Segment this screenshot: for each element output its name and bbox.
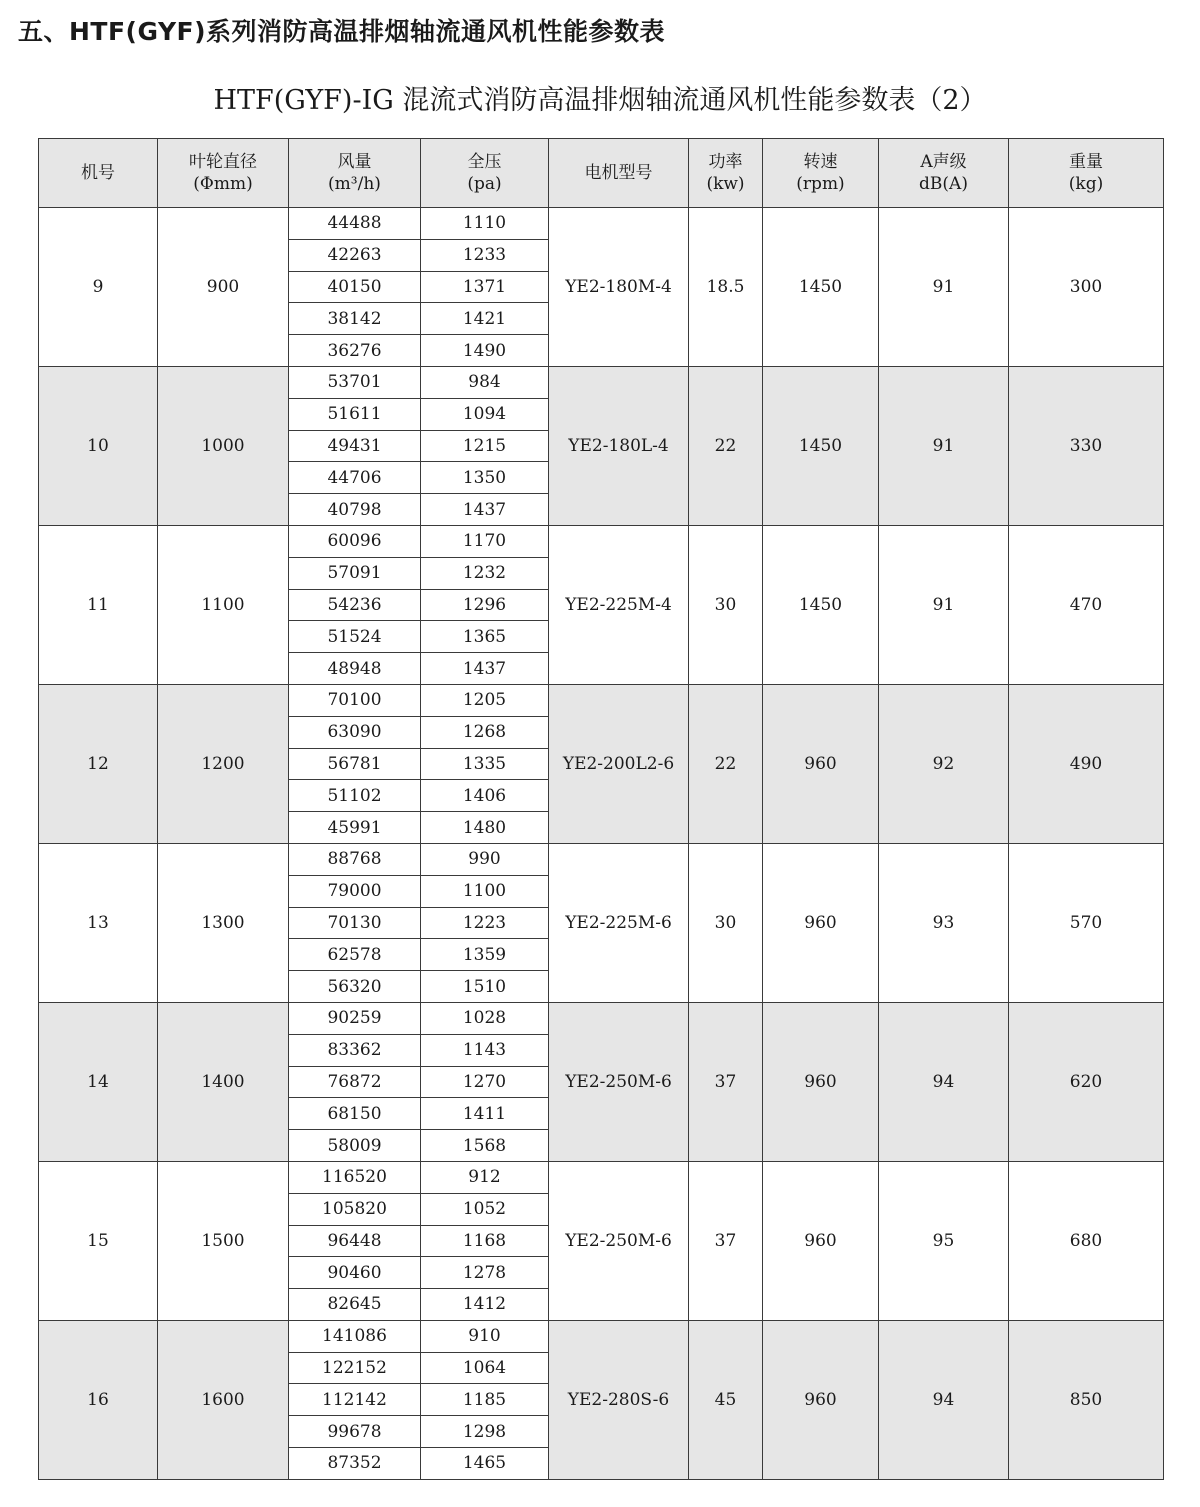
cell-model-no: 10 (39, 366, 158, 525)
cell-flow: 79000 (289, 875, 421, 907)
cell-flow: 48948 (289, 653, 421, 685)
cell-pressure: 1465 (421, 1448, 549, 1480)
cell-pressure: 1268 (421, 716, 549, 748)
header-model-no: 机号 (39, 139, 158, 208)
cell-motor: YE2-225M-6 (549, 843, 689, 1002)
cell-flow: 90259 (289, 1002, 421, 1034)
cell-speed: 960 (763, 1320, 879, 1479)
cell-flow: 58009 (289, 1130, 421, 1162)
cell-motor: YE2-180M-4 (549, 208, 689, 367)
cell-noise: 95 (879, 1161, 1009, 1320)
cell-pressure: 1028 (421, 1002, 549, 1034)
cell-weight: 470 (1009, 525, 1164, 684)
cell-power: 18.5 (689, 208, 763, 367)
cell-flow: 141086 (289, 1320, 421, 1352)
cell-flow: 76872 (289, 1066, 421, 1098)
cell-diameter: 900 (158, 208, 289, 367)
cell-diameter: 1600 (158, 1320, 289, 1479)
cell-flow: 70130 (289, 907, 421, 939)
cell-flow: 40798 (289, 494, 421, 526)
cell-speed: 960 (763, 1161, 879, 1320)
cell-pressure: 1421 (421, 303, 549, 335)
cell-speed: 1450 (763, 208, 879, 367)
cell-pressure: 1170 (421, 525, 549, 557)
cell-flow: 54236 (289, 589, 421, 621)
cell-flow: 56320 (289, 971, 421, 1003)
table-row (39, 684, 1164, 716)
cell-flow: 44488 (289, 208, 421, 240)
cell-noise: 92 (879, 684, 1009, 843)
header-flow: 风量 (m³/h) (289, 139, 421, 208)
table-title: HTF(GYF)-ⅠG 混流式消防高温排烟轴流通风机性能参数表（2） (213, 85, 987, 116)
cell-flow: 51102 (289, 780, 421, 812)
cell-pressure: 910 (421, 1320, 549, 1352)
cell-flow: 62578 (289, 939, 421, 971)
cell-weight: 570 (1009, 843, 1164, 1002)
header-noise: A声级 dB(A) (879, 139, 1009, 208)
cell-flow: 96448 (289, 1225, 421, 1257)
performance-table (38, 138, 1164, 1480)
cell-weight: 330 (1009, 366, 1164, 525)
cell-pressure: 1100 (421, 875, 549, 907)
cell-flow: 90460 (289, 1257, 421, 1289)
cell-pressure: 1232 (421, 557, 549, 589)
cell-pressure: 1406 (421, 780, 549, 812)
cell-pressure: 1437 (421, 653, 549, 685)
cell-pressure: 1185 (421, 1384, 549, 1416)
cell-flow: 53701 (289, 366, 421, 398)
cell-motor: YE2-250M-6 (549, 1002, 689, 1161)
table-row (39, 366, 1164, 398)
cell-flow: 51611 (289, 398, 421, 430)
cell-pressure: 990 (421, 843, 549, 875)
cell-pressure: 1510 (421, 971, 549, 1003)
table-row (39, 1002, 1164, 1034)
cell-noise: 91 (879, 208, 1009, 367)
cell-weight: 490 (1009, 684, 1164, 843)
header-motor: 电机型号 (549, 139, 689, 208)
cell-pressure: 1215 (421, 430, 549, 462)
cell-flow: 87352 (289, 1448, 421, 1480)
cell-model-no: 13 (39, 843, 158, 1002)
table-row (39, 1161, 1164, 1193)
cell-speed: 1450 (763, 525, 879, 684)
cell-pressure: 1094 (421, 398, 549, 430)
cell-flow: 63090 (289, 716, 421, 748)
cell-power: 22 (689, 684, 763, 843)
cell-pressure: 1223 (421, 907, 549, 939)
cell-model-no: 14 (39, 1002, 158, 1161)
cell-pressure: 1110 (421, 208, 549, 240)
cell-model-no: 11 (39, 525, 158, 684)
table-row (39, 1320, 1164, 1352)
cell-diameter: 1200 (158, 684, 289, 843)
cell-speed: 960 (763, 684, 879, 843)
cell-flow: 70100 (289, 684, 421, 716)
cell-flow: 51524 (289, 621, 421, 653)
cell-pressure: 1568 (421, 1130, 549, 1162)
cell-model-no: 9 (39, 208, 158, 367)
cell-pressure: 1270 (421, 1066, 549, 1098)
cell-flow: 116520 (289, 1161, 421, 1193)
cell-pressure: 1296 (421, 589, 549, 621)
cell-flow: 42263 (289, 239, 421, 271)
cell-flow: 36276 (289, 335, 421, 367)
cell-pressure: 1278 (421, 1257, 549, 1289)
cell-flow: 57091 (289, 557, 421, 589)
cell-pressure: 1064 (421, 1352, 549, 1384)
cell-noise: 91 (879, 525, 1009, 684)
cell-motor: YE2-180L-4 (549, 366, 689, 525)
cell-pressure: 1233 (421, 239, 549, 271)
cell-pressure: 1052 (421, 1193, 549, 1225)
cell-weight: 680 (1009, 1161, 1164, 1320)
cell-motor: YE2-200L2-6 (549, 684, 689, 843)
cell-diameter: 1500 (158, 1161, 289, 1320)
cell-pressure: 1411 (421, 1098, 549, 1130)
cell-pressure: 1490 (421, 335, 549, 367)
cell-pressure: 1365 (421, 621, 549, 653)
cell-weight: 850 (1009, 1320, 1164, 1479)
cell-noise: 94 (879, 1002, 1009, 1161)
cell-flow: 83362 (289, 1034, 421, 1066)
cell-flow: 44706 (289, 462, 421, 494)
cell-model-no: 12 (39, 684, 158, 843)
cell-flow: 122152 (289, 1352, 421, 1384)
cell-speed: 960 (763, 843, 879, 1002)
header-weight: 重量 (kg) (1009, 139, 1164, 208)
table-row (39, 525, 1164, 557)
cell-flow: 45991 (289, 812, 421, 844)
cell-power: 30 (689, 525, 763, 684)
cell-weight: 620 (1009, 1002, 1164, 1161)
cell-motor: YE2-280S-6 (549, 1320, 689, 1479)
cell-flow: 82645 (289, 1289, 421, 1321)
cell-flow: 68150 (289, 1098, 421, 1130)
cell-pressure: 1480 (421, 812, 549, 844)
table-row (39, 208, 1164, 240)
table-body (39, 208, 1164, 1480)
header-power: 功率 (kw) (689, 139, 763, 208)
cell-pressure: 1168 (421, 1225, 549, 1257)
cell-noise: 91 (879, 366, 1009, 525)
cell-pressure: 1350 (421, 462, 549, 494)
cell-power: 37 (689, 1161, 763, 1320)
cell-flow: 105820 (289, 1193, 421, 1225)
cell-noise: 94 (879, 1320, 1009, 1479)
cell-power: 45 (689, 1320, 763, 1479)
table-row (39, 843, 1164, 875)
cell-noise: 93 (879, 843, 1009, 1002)
cell-speed: 1450 (763, 366, 879, 525)
cell-diameter: 1400 (158, 1002, 289, 1161)
cell-flow: 112142 (289, 1384, 421, 1416)
cell-flow: 88768 (289, 843, 421, 875)
cell-pressure: 1359 (421, 939, 549, 971)
cell-speed: 960 (763, 1002, 879, 1161)
cell-pressure: 1298 (421, 1416, 549, 1448)
header-pressure: 全压 (pa) (421, 139, 549, 208)
cell-pressure: 1335 (421, 748, 549, 780)
cell-flow: 49431 (289, 430, 421, 462)
header-row (39, 139, 1164, 208)
cell-pressure: 912 (421, 1161, 549, 1193)
cell-diameter: 1300 (158, 843, 289, 1002)
cell-pressure: 1371 (421, 271, 549, 303)
cell-motor: YE2-225M-4 (549, 525, 689, 684)
section-title: 五、HTF(GYF)系列消防高温排烟轴流通风机性能参数表 (18, 17, 666, 46)
cell-model-no: 16 (39, 1320, 158, 1479)
cell-pressure: 984 (421, 366, 549, 398)
cell-weight: 300 (1009, 208, 1164, 367)
cell-model-no: 15 (39, 1161, 158, 1320)
cell-power: 22 (689, 366, 763, 525)
cell-flow: 60096 (289, 525, 421, 557)
cell-power: 37 (689, 1002, 763, 1161)
header-diameter: 叶轮直径 (Φmm) (158, 139, 289, 208)
cell-diameter: 1100 (158, 525, 289, 684)
header-speed: 转速 (rpm) (763, 139, 879, 208)
cell-flow: 56781 (289, 748, 421, 780)
cell-flow: 38142 (289, 303, 421, 335)
cell-pressure: 1412 (421, 1289, 549, 1321)
cell-flow: 99678 (289, 1416, 421, 1448)
cell-power: 30 (689, 843, 763, 1002)
cell-pressure: 1437 (421, 494, 549, 526)
cell-pressure: 1205 (421, 684, 549, 716)
cell-diameter: 1000 (158, 366, 289, 525)
cell-motor: YE2-250M-6 (549, 1161, 689, 1320)
cell-flow: 40150 (289, 271, 421, 303)
cell-pressure: 1143 (421, 1034, 549, 1066)
